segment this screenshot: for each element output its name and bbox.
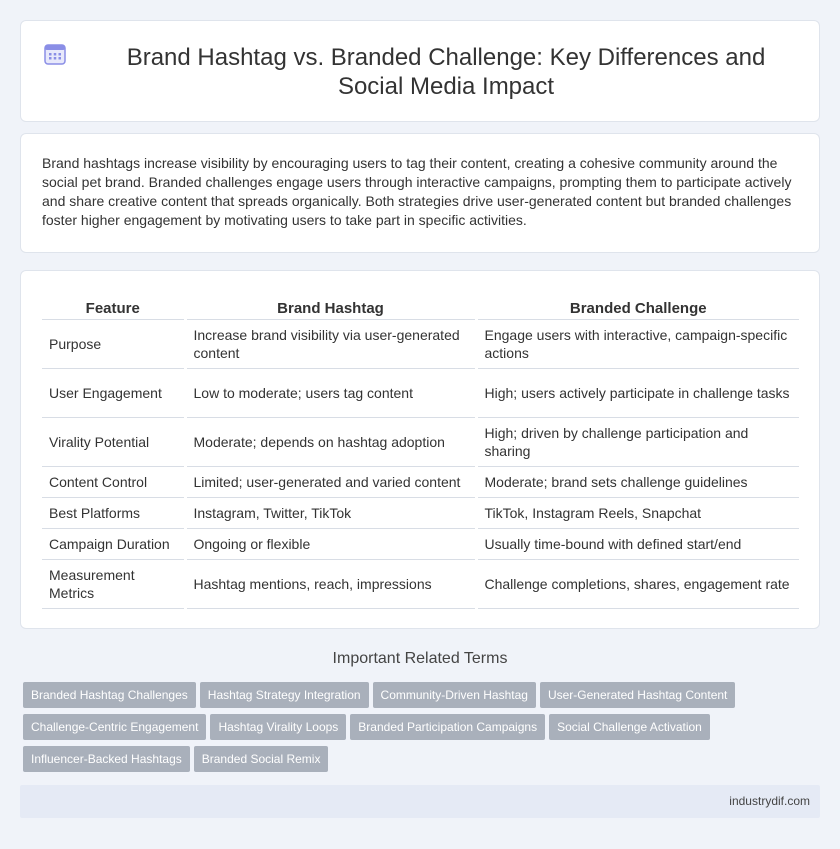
row-branded-challenge: TikTok, Instagram Reels, Snapchat <box>476 497 799 528</box>
related-term-tag[interactable]: Hashtag Virality Loops <box>210 714 346 740</box>
row-branded-challenge: High; driven by challenge participation and sharing <box>476 417 799 466</box>
footer-site[interactable]: industrydif.com <box>729 794 810 808</box>
row-feature: Campaign Duration <box>42 528 185 559</box>
page-title: Brand Hashtag vs. Branded Challenge: Key Differences and Social Media Impact <box>126 44 766 100</box>
related-term-tag[interactable]: User-Generated Hashtag Content <box>540 682 735 708</box>
header-feature: Feature <box>42 295 185 319</box>
row-feature: Purpose <box>42 319 185 368</box>
related-term-tag[interactable]: Branded Hashtag Challenges <box>23 682 196 708</box>
table-row <box>42 417 799 466</box>
related-term-tag[interactable]: Influencer-Backed Hashtags <box>23 746 190 772</box>
row-brand-hashtag: Moderate; depends on hashtag adoption <box>185 417 476 466</box>
row-feature: Best Platforms <box>42 497 185 528</box>
row-branded-challenge: Engage users with interactive, campaign-specific actions <box>476 319 799 368</box>
comparison-table <box>42 295 799 609</box>
header-brand-hashtag: Brand Hashtag <box>185 295 476 319</box>
header-branded-challenge: Branded Challenge <box>476 295 799 319</box>
summary-text: Brand hashtags increase visibility by encouraging users to tag their content, creating a cohesive community around the social pet brand. Branded challenges engage users through interactive campaigns, prompting them to participate actively and share creative content that spreads organically. Both strategies drive user-generated content but branded challenges foster higher engagement by motivating users to take part in specific activities. <box>42 155 792 228</box>
comparison-table-card <box>20 270 820 629</box>
row-brand-hashtag: Low to moderate; users tag content <box>185 368 476 417</box>
table-row <box>42 319 799 368</box>
row-brand-hashtag: Hashtag mentions, reach, impressions <box>185 559 476 608</box>
row-feature: Measurement Metrics <box>42 559 185 608</box>
row-branded-challenge: High; users actively participate in challenge tasks <box>476 368 799 417</box>
table-row <box>42 466 799 497</box>
table-header-row <box>42 295 799 319</box>
row-brand-hashtag: Instagram, Twitter, TikTok <box>185 497 476 528</box>
row-feature: Content Control <box>42 466 185 497</box>
related-terms-title: Important Related Terms <box>332 650 508 667</box>
row-branded-challenge: Challenge completions, shares, engagement rate <box>476 559 799 608</box>
table-row <box>42 559 799 608</box>
title-card <box>20 20 820 122</box>
summary-card <box>20 133 820 253</box>
footer <box>20 785 820 818</box>
related-terms-tags <box>23 682 823 778</box>
related-term-tag[interactable]: Hashtag Strategy Integration <box>200 682 369 708</box>
table-row <box>42 497 799 528</box>
row-branded-challenge: Moderate; brand sets challenge guidelines <box>476 466 799 497</box>
row-feature: Virality Potential <box>42 417 185 466</box>
related-term-tag[interactable]: Social Challenge Activation <box>549 714 710 740</box>
related-term-tag[interactable]: Branded Participation Campaigns <box>350 714 545 740</box>
row-branded-challenge: Usually time-bound with defined start/end <box>476 528 799 559</box>
row-brand-hashtag: Increase brand visibility via user-generated content <box>185 319 476 368</box>
related-term-tag[interactable]: Branded Social Remix <box>194 746 329 772</box>
table-row <box>42 528 799 559</box>
row-brand-hashtag: Ongoing or flexible <box>185 528 476 559</box>
row-brand-hashtag: Limited; user-generated and varied content <box>185 466 476 497</box>
table-row <box>42 368 799 417</box>
related-term-tag[interactable]: Community-Driven Hashtag <box>373 682 536 708</box>
row-feature: User Engagement <box>42 368 185 417</box>
related-term-tag[interactable]: Challenge-Centric Engagement <box>23 714 206 740</box>
